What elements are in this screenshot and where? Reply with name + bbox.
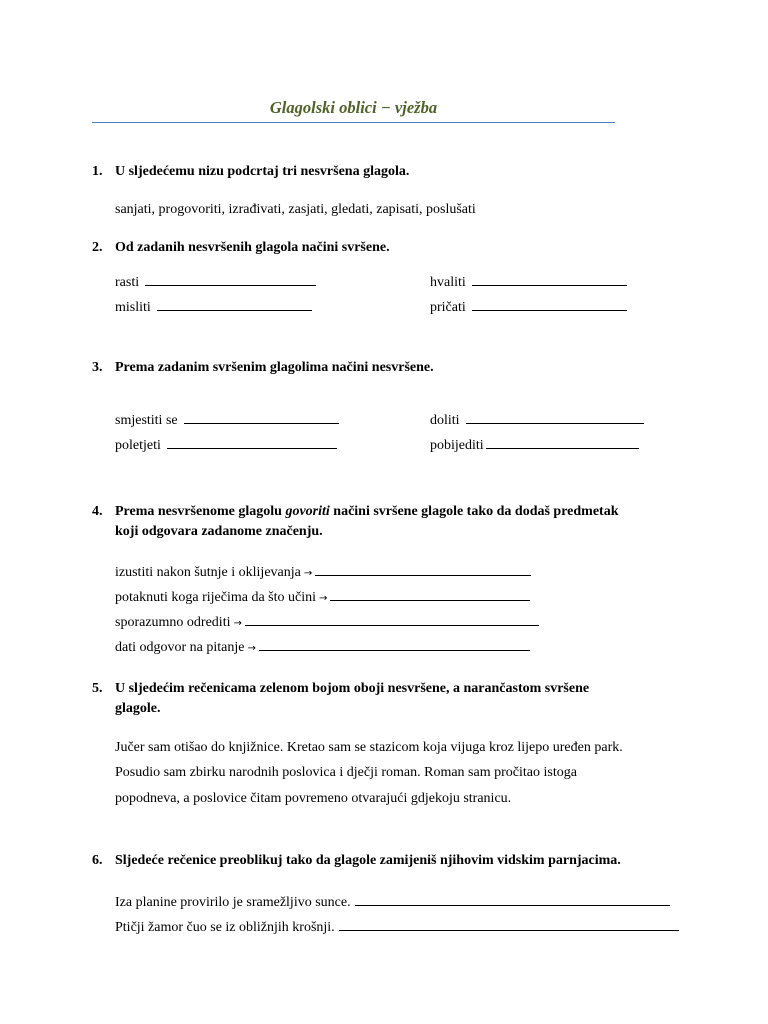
- q4-item: [115, 561, 531, 584]
- q5-paragraph-line: popodneva, a poslovice čitam povremeno otvarajući gdjekoju stranicu.: [115, 791, 512, 806]
- question-number: 3.: [92, 360, 103, 375]
- q6-sentence: [115, 891, 670, 913]
- answer-blank[interactable]: [339, 916, 679, 931]
- title-underline: [92, 122, 615, 123]
- question-text-line2: koji odgovara zadanome značenju.: [115, 524, 323, 539]
- q5-paragraph-line: Jučer sam otišao do knjižnice. Kretao sam se stazicom koja vijuga kroz lijepo uređen park.: [115, 740, 623, 755]
- item-label: izustiti nakon šutnje i oklijevanja: [115, 565, 301, 580]
- answer-blank[interactable]: [245, 611, 539, 626]
- question-text-part: načini svršene glagole tako da dodaš predmetak: [329, 504, 619, 519]
- item-label: hvaliti: [430, 275, 466, 290]
- answer-blank[interactable]: [472, 271, 627, 286]
- question-4: [0, 502, 768, 542]
- question-text: [115, 502, 619, 522]
- q4-item: [115, 636, 530, 659]
- item-label: sporazumno odrediti: [115, 615, 231, 630]
- item-label: pobijediti: [430, 438, 484, 453]
- answer-blank[interactable]: [145, 271, 316, 286]
- item-label: rasti: [115, 275, 140, 290]
- q4-item: [115, 611, 539, 634]
- q5-paragraph-line: Posudio sam zbirku narodnih poslovica i dječji roman. Roman sam pročitao istoga: [115, 765, 577, 780]
- question-6: [0, 851, 768, 871]
- answer-blank[interactable]: [355, 891, 670, 906]
- question-number: 4.: [92, 504, 103, 519]
- q2-item: [115, 271, 316, 293]
- item-label: misliti: [115, 300, 151, 315]
- arrow-icon: →: [247, 643, 256, 654]
- question-number: 2.: [92, 240, 103, 255]
- question-number: 1.: [92, 164, 103, 179]
- question-text-italic: govoriti: [285, 504, 330, 519]
- answer-blank[interactable]: [315, 561, 531, 576]
- question-1: [0, 162, 768, 182]
- question-text-line2: glagole.: [115, 701, 161, 716]
- answer-blank[interactable]: [184, 409, 339, 424]
- question-number: 5.: [92, 681, 103, 696]
- sentence-text: Ptičji žamor čuo se iz obližnjih krošnji.: [115, 920, 335, 935]
- item-label: potaknuti koga riječima da što učini: [115, 590, 317, 605]
- answer-blank[interactable]: [167, 434, 337, 449]
- item-label: smjestiti se: [115, 413, 178, 428]
- answer-blank[interactable]: [472, 296, 627, 311]
- question-text: Od zadanih nesvršenih glagola načini svršene.: [115, 240, 390, 255]
- question-2: [0, 238, 768, 258]
- item-label: poletjeti: [115, 438, 161, 453]
- question-text: U sljedećim rečenicama zelenom bojom oboji nesvršene, a narančastom svršene: [115, 681, 590, 696]
- item-label: pričati: [430, 300, 466, 315]
- q3-item: [115, 434, 337, 456]
- question-text-part: Prema nesvršenome glagolu: [115, 504, 286, 519]
- item-label: dati odgovor na pitanje: [115, 640, 245, 655]
- q6-sentence: [115, 916, 679, 938]
- page-title: Glagolski oblici − vježba: [269, 98, 438, 117]
- q4-item: [115, 586, 530, 609]
- q3-item: [430, 434, 639, 456]
- answer-blank[interactable]: [259, 636, 530, 651]
- question-text: Sljedeće rečenice preoblikuj tako da glagole zamijeniš njihovim vidskim parnjacima.: [115, 853, 621, 868]
- question-text: U sljedećemu nizu podcrtaj tri nesvršena glagola.: [115, 164, 410, 179]
- q2-item: [115, 296, 312, 318]
- answer-blank[interactable]: [486, 434, 639, 449]
- q1-word-list: sanjati, progovoriti, izrađivati, zasjati, gledati, zapisati, poslušati: [115, 202, 476, 217]
- q3-item: [115, 409, 339, 431]
- answer-blank[interactable]: [466, 409, 644, 424]
- q2-item: [430, 271, 627, 293]
- q2-item: [430, 296, 627, 318]
- question-text: Prema zadanim svršenim glagolima načini nesvršene.: [115, 360, 434, 375]
- q3-item: [430, 409, 644, 431]
- item-label: doliti: [430, 413, 460, 428]
- sentence-text: Iza planine provirilo je sramežljivo sunce.: [115, 895, 351, 910]
- question-5: [0, 679, 768, 719]
- answer-blank[interactable]: [330, 586, 530, 601]
- arrow-icon: →: [303, 568, 313, 579]
- arrow-icon: →: [319, 593, 328, 604]
- answer-blank[interactable]: [157, 296, 312, 311]
- arrow-icon: →: [233, 618, 242, 629]
- question-3: [0, 358, 768, 378]
- question-number: 6.: [92, 853, 103, 868]
